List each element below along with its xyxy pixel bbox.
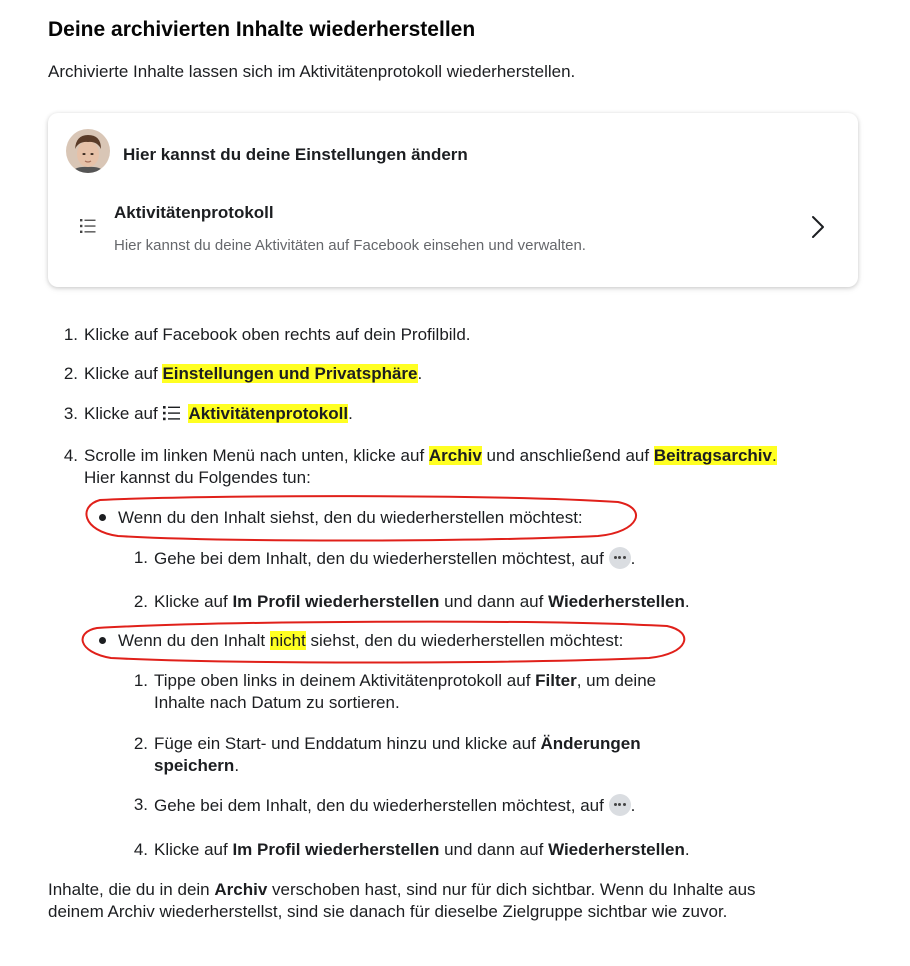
step-number: 2. [133,734,148,753]
bullet [99,637,106,644]
page-title: Deine archivierten Inhalte wiederherstellen [48,18,476,41]
list-icon [79,217,97,235]
filter-label: Filter [535,671,577,690]
outro-text [48,879,838,923]
activity-log-description: Hier kannst du deine Aktivitäten auf Facebook einsehen und verwalten. [114,237,586,254]
sub-b-step-4 [122,839,690,861]
step-text: und dann auf [439,840,549,859]
list-icon [162,404,182,422]
step-number: 1. [133,548,148,567]
settings-privacy-link[interactable]: Einstellungen und Privatsphäre [162,364,418,383]
step-text: Klicke auf [154,592,233,611]
step-number: 3. [63,404,78,423]
post-archive-link[interactable]: Beitragsarchiv [653,446,772,465]
outro-text-line2: deinem Archiv wiederherstellst, sind sie danach für dieselbe Zielgruppe sichtbar wie zuvor. [48,902,728,921]
restore-label: Wiederherstellen [548,840,685,859]
step-text-line2: Hier kannst du Folgendes tun: [84,468,311,487]
outro-text-part: Inhalte, die du in dein [48,880,215,899]
outro-text-part: verschoben hast, sind nur für dich sichtbar. Wenn du Inhalte aus [267,880,756,899]
step-text: , um deine [576,671,657,690]
step-text: Scrolle im linken Menü nach unten, klicke auf [84,446,429,465]
step-text: und dann auf [439,592,549,611]
restore-label: Wiederherstellen [548,592,685,611]
more-options-icon[interactable] [609,794,631,816]
activity-log-link[interactable]: Aktivitätenprotokoll [188,404,349,423]
step-text-line2: Inhalte nach Datum zu sortieren. [154,693,400,712]
step-punct: . [630,796,636,815]
sub-a-label: Wenn du den Inhalt siehst, den du wiederherstellen möchtest: [118,508,583,527]
step-number: 4. [133,840,148,859]
card-heading: Hier kannst du deine Einstellungen ändern [123,145,468,164]
step-number: 1. [133,671,148,690]
intro-text: Archivierte Inhalte lassen sich im Aktivitätenprotokoll wiederherstellen. [48,62,576,81]
sub-b-step-2 [122,733,641,777]
step-1 [52,324,471,346]
step-number: 2. [133,592,148,611]
step-2 [52,363,422,385]
archive-link[interactable]: Archiv [428,446,482,465]
bullet [99,514,106,521]
step-number: 4. [63,446,78,465]
step-punct: . [417,364,423,383]
step-number: 3. [133,795,148,814]
step-number: 2. [63,364,78,383]
step-text: Füge ein Start- und Enddatum hinzu und klicke auf [154,734,541,753]
sub-b-step-3 [122,794,635,817]
step-text: siehst, den du wiederherstellen möchtest: [305,631,624,650]
step-3 [52,403,353,425]
step-number: 1. [63,325,78,344]
step-punct: . [684,840,690,859]
step-text: Wenn du den Inhalt [118,631,270,650]
step-punct: . [771,446,777,465]
settings-card [48,113,858,287]
step-text: Klicke auf [154,840,233,859]
restore-to-profile-label: Im Profil wiederherstellen [232,592,440,611]
highlight-not: nicht [269,631,306,650]
step-punct: . [630,549,636,568]
step-text: Tippe oben links in deinem Aktivitätenprotokoll auf [154,671,536,690]
step-text: Gehe bei dem Inhalt, den du wiederherstellen möchtest, auf [154,549,609,568]
step-text: Klicke auf [84,404,163,423]
step-punct: . [348,404,353,423]
save-changes-label-cont: speichern [154,756,235,775]
chevron-right-icon [810,214,826,240]
profile-avatar[interactable] [66,129,110,173]
step-punct: . [234,756,240,775]
step-punct: . [684,592,690,611]
restore-to-profile-label: Im Profil wiederherstellen [232,840,440,859]
sub-b-label [118,630,623,652]
step-4 [52,445,852,489]
archive-label: Archiv [214,880,268,899]
sub-a-step-2 [122,591,690,613]
step-text: Gehe bei dem Inhalt, den du wiederherstellen möchtest, auf [154,796,609,815]
step-text: Klicke auf [84,364,163,383]
step-text: und anschließend auf [481,446,654,465]
sub-a-step-1 [122,547,635,570]
sub-b-step-1 [122,670,656,714]
step-text: Klicke auf Facebook oben rechts auf dein Profilbild. [84,325,471,344]
save-changes-label: Änderungen [540,734,641,753]
activity-log-title: Aktivitätenprotokoll [114,203,274,222]
more-options-icon[interactable] [609,547,631,569]
